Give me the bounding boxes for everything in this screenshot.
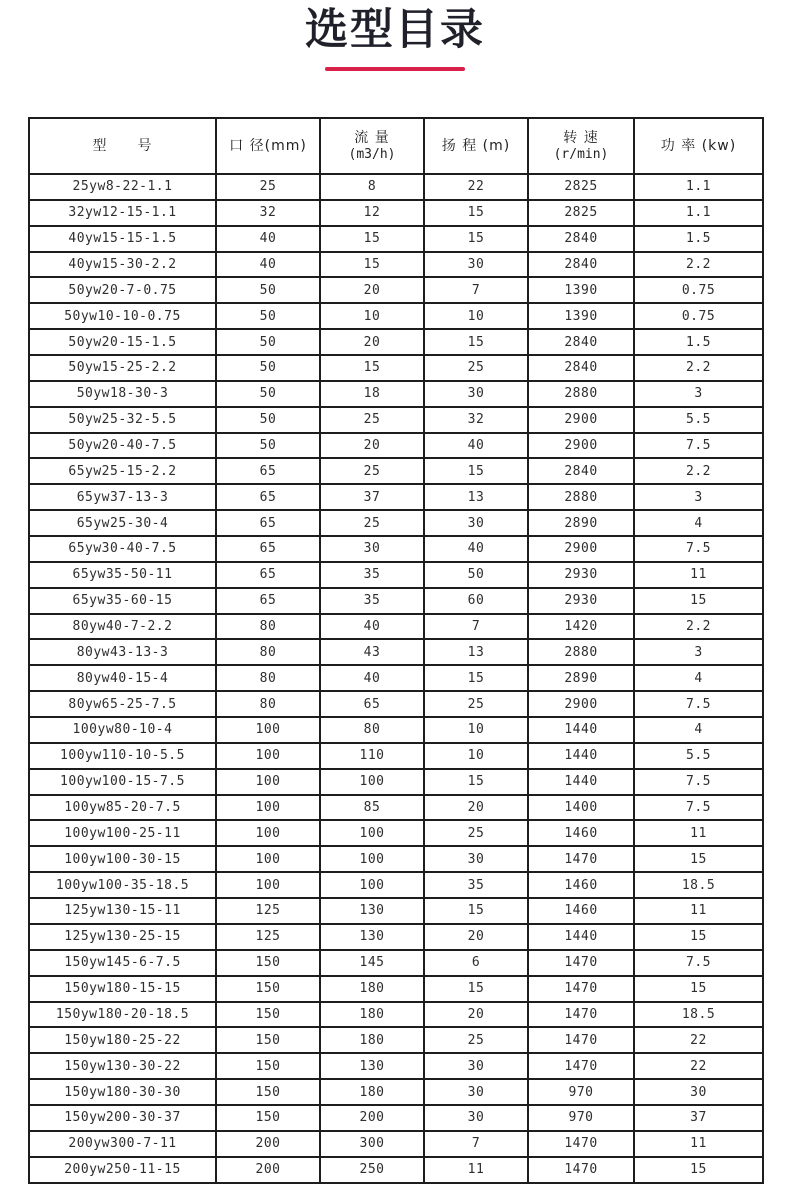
cell-flow_m3h: 25	[320, 458, 424, 484]
cell-flow_m3h: 145	[320, 950, 424, 976]
table-row	[29, 898, 763, 924]
cell-diameter_mm: 100	[216, 743, 320, 769]
cell-model: 150yw130-30-22	[29, 1053, 216, 1079]
cell-power_kw: 5.5	[634, 407, 763, 433]
cell-model: 50yw20-15-1.5	[29, 329, 216, 355]
cell-head_m: 25	[424, 820, 528, 846]
cell-power_kw: 1.1	[634, 200, 763, 226]
cell-power_kw: 7.5	[634, 691, 763, 717]
cell-speed_rpm: 1460	[528, 898, 634, 924]
cell-head_m: 15	[424, 200, 528, 226]
table-row	[29, 174, 763, 200]
cell-flow_m3h: 130	[320, 1053, 424, 1079]
cell-power_kw: 1.5	[634, 329, 763, 355]
cell-power_kw: 7.5	[634, 950, 763, 976]
table-row	[29, 1027, 763, 1053]
cell-power_kw: 0.75	[634, 303, 763, 329]
cell-speed_rpm: 2900	[528, 691, 634, 717]
cell-flow_m3h: 20	[320, 329, 424, 355]
cell-model: 150yw180-15-15	[29, 976, 216, 1002]
table-row	[29, 1131, 763, 1157]
table-row	[29, 562, 763, 588]
table-row	[29, 1079, 763, 1105]
pump-selection-table	[28, 117, 764, 1184]
cell-power_kw: 3	[634, 639, 763, 665]
cell-speed_rpm: 2930	[528, 588, 634, 614]
cell-power_kw: 22	[634, 1053, 763, 1079]
table-row	[29, 795, 763, 821]
cell-head_m: 10	[424, 303, 528, 329]
cell-power_kw: 15	[634, 924, 763, 950]
cell-head_m: 60	[424, 588, 528, 614]
cell-power_kw: 3	[634, 484, 763, 510]
cell-head_m: 15	[424, 329, 528, 355]
cell-head_m: 30	[424, 252, 528, 278]
cell-speed_rpm: 1470	[528, 1053, 634, 1079]
cell-speed_rpm: 2840	[528, 252, 634, 278]
table-header	[29, 118, 763, 174]
cell-diameter_mm: 125	[216, 898, 320, 924]
cell-power_kw: 2.2	[634, 252, 763, 278]
cell-head_m: 6	[424, 950, 528, 976]
cell-head_m: 50	[424, 562, 528, 588]
cell-diameter_mm: 150	[216, 1002, 320, 1028]
cell-flow_m3h: 110	[320, 743, 424, 769]
cell-model: 150yw180-25-22	[29, 1027, 216, 1053]
cell-flow_m3h: 10	[320, 303, 424, 329]
cell-head_m: 20	[424, 795, 528, 821]
cell-power_kw: 15	[634, 976, 763, 1002]
cell-model: 50yw25-32-5.5	[29, 407, 216, 433]
cell-power_kw: 2.2	[634, 458, 763, 484]
cell-flow_m3h: 85	[320, 795, 424, 821]
cell-diameter_mm: 50	[216, 407, 320, 433]
column-header-flow_m3h: 流 量 (m3/h)	[320, 118, 424, 174]
cell-model: 150yw180-30-30	[29, 1079, 216, 1105]
table-row	[29, 1105, 763, 1131]
cell-flow_m3h: 40	[320, 614, 424, 640]
cell-speed_rpm: 1470	[528, 1157, 634, 1183]
cell-model: 80yw43-13-3	[29, 639, 216, 665]
table-row	[29, 717, 763, 743]
cell-head_m: 20	[424, 924, 528, 950]
cell-speed_rpm: 1390	[528, 303, 634, 329]
cell-head_m: 7	[424, 614, 528, 640]
cell-diameter_mm: 80	[216, 691, 320, 717]
table-row	[29, 407, 763, 433]
cell-model: 100yw80-10-4	[29, 717, 216, 743]
cell-power_kw: 22	[634, 1027, 763, 1053]
table-row	[29, 536, 763, 562]
table-row	[29, 355, 763, 381]
cell-diameter_mm: 65	[216, 510, 320, 536]
cell-speed_rpm: 2840	[528, 355, 634, 381]
cell-flow_m3h: 100	[320, 820, 424, 846]
cell-flow_m3h: 18	[320, 381, 424, 407]
column-header-speed_rpm: 转 速 (r/min)	[528, 118, 634, 174]
cell-flow_m3h: 180	[320, 1027, 424, 1053]
cell-head_m: 13	[424, 484, 528, 510]
cell-diameter_mm: 100	[216, 795, 320, 821]
cell-model: 100yw100-30-15	[29, 846, 216, 872]
cell-diameter_mm: 150	[216, 950, 320, 976]
cell-head_m: 30	[424, 510, 528, 536]
cell-diameter_mm: 80	[216, 639, 320, 665]
cell-power_kw: 7.5	[634, 536, 763, 562]
cell-head_m: 40	[424, 433, 528, 459]
cell-head_m: 15	[424, 976, 528, 1002]
cell-speed_rpm: 1460	[528, 872, 634, 898]
table-row	[29, 484, 763, 510]
cell-power_kw: 11	[634, 1131, 763, 1157]
table-row	[29, 976, 763, 1002]
cell-speed_rpm: 1440	[528, 769, 634, 795]
cell-speed_rpm: 2930	[528, 562, 634, 588]
cell-diameter_mm: 32	[216, 200, 320, 226]
cell-power_kw: 7.5	[634, 795, 763, 821]
cell-model: 65yw25-15-2.2	[29, 458, 216, 484]
cell-diameter_mm: 65	[216, 458, 320, 484]
cell-model: 40yw15-30-2.2	[29, 252, 216, 278]
table-row	[29, 381, 763, 407]
cell-speed_rpm: 2880	[528, 381, 634, 407]
cell-model: 80yw40-7-2.2	[29, 614, 216, 640]
cell-power_kw: 7.5	[634, 769, 763, 795]
header-row	[29, 118, 763, 174]
cell-speed_rpm: 2880	[528, 639, 634, 665]
cell-diameter_mm: 40	[216, 252, 320, 278]
cell-flow_m3h: 35	[320, 562, 424, 588]
column-header-power_kw: 功 率 (kw)	[634, 118, 763, 174]
cell-model: 40yw15-15-1.5	[29, 226, 216, 252]
cell-flow_m3h: 37	[320, 484, 424, 510]
cell-diameter_mm: 150	[216, 1027, 320, 1053]
table-row	[29, 743, 763, 769]
table-row	[29, 924, 763, 950]
cell-speed_rpm: 2890	[528, 665, 634, 691]
table-row	[29, 872, 763, 898]
cell-head_m: 25	[424, 355, 528, 381]
cell-power_kw: 1.1	[634, 174, 763, 200]
cell-flow_m3h: 200	[320, 1105, 424, 1131]
cell-diameter_mm: 150	[216, 1105, 320, 1131]
cell-diameter_mm: 200	[216, 1157, 320, 1183]
cell-head_m: 15	[424, 898, 528, 924]
table-row	[29, 1157, 763, 1183]
cell-power_kw: 18.5	[634, 872, 763, 898]
cell-head_m: 30	[424, 1079, 528, 1105]
cell-flow_m3h: 15	[320, 226, 424, 252]
cell-head_m: 13	[424, 639, 528, 665]
cell-speed_rpm: 1470	[528, 1002, 634, 1028]
cell-head_m: 7	[424, 277, 528, 303]
cell-flow_m3h: 65	[320, 691, 424, 717]
cell-power_kw: 2.2	[634, 614, 763, 640]
cell-flow_m3h: 100	[320, 769, 424, 795]
cell-speed_rpm: 2900	[528, 433, 634, 459]
cell-head_m: 15	[424, 226, 528, 252]
cell-flow_m3h: 100	[320, 846, 424, 872]
cell-speed_rpm: 1440	[528, 717, 634, 743]
cell-diameter_mm: 100	[216, 846, 320, 872]
cell-flow_m3h: 130	[320, 898, 424, 924]
cell-flow_m3h: 300	[320, 1131, 424, 1157]
cell-speed_rpm: 1470	[528, 976, 634, 1002]
cell-model: 150yw180-20-18.5	[29, 1002, 216, 1028]
cell-diameter_mm: 50	[216, 433, 320, 459]
cell-flow_m3h: 30	[320, 536, 424, 562]
table-row	[29, 226, 763, 252]
cell-model: 125yw130-15-11	[29, 898, 216, 924]
cell-flow_m3h: 180	[320, 1002, 424, 1028]
cell-speed_rpm: 1470	[528, 950, 634, 976]
cell-diameter_mm: 100	[216, 717, 320, 743]
cell-flow_m3h: 250	[320, 1157, 424, 1183]
cell-model: 150yw200-30-37	[29, 1105, 216, 1131]
cell-head_m: 35	[424, 872, 528, 898]
cell-power_kw: 30	[634, 1079, 763, 1105]
cell-head_m: 40	[424, 536, 528, 562]
cell-power_kw: 18.5	[634, 1002, 763, 1028]
table-row	[29, 950, 763, 976]
cell-head_m: 30	[424, 846, 528, 872]
cell-model: 65yw25-30-4	[29, 510, 216, 536]
cell-flow_m3h: 8	[320, 174, 424, 200]
table-row	[29, 458, 763, 484]
cell-diameter_mm: 100	[216, 872, 320, 898]
cell-speed_rpm: 2890	[528, 510, 634, 536]
cell-speed_rpm: 2840	[528, 458, 634, 484]
cell-head_m: 15	[424, 665, 528, 691]
cell-model: 65yw35-50-11	[29, 562, 216, 588]
cell-diameter_mm: 100	[216, 769, 320, 795]
column-header-diameter_mm: 口 径(mm)	[216, 118, 320, 174]
cell-power_kw: 5.5	[634, 743, 763, 769]
cell-speed_rpm: 2840	[528, 329, 634, 355]
cell-diameter_mm: 65	[216, 536, 320, 562]
table-row	[29, 665, 763, 691]
cell-head_m: 30	[424, 1105, 528, 1131]
cell-head_m: 11	[424, 1157, 528, 1183]
table-row	[29, 820, 763, 846]
cell-flow_m3h: 43	[320, 639, 424, 665]
table-row	[29, 200, 763, 226]
cell-power_kw: 7.5	[634, 433, 763, 459]
cell-diameter_mm: 50	[216, 303, 320, 329]
cell-model: 100yw100-25-11	[29, 820, 216, 846]
cell-speed_rpm: 970	[528, 1079, 634, 1105]
cell-diameter_mm: 65	[216, 588, 320, 614]
cell-diameter_mm: 150	[216, 976, 320, 1002]
cell-flow_m3h: 40	[320, 665, 424, 691]
cell-model: 100yw85-20-7.5	[29, 795, 216, 821]
cell-speed_rpm: 2825	[528, 174, 634, 200]
cell-model: 80yw65-25-7.5	[29, 691, 216, 717]
cell-speed_rpm: 1390	[528, 277, 634, 303]
cell-speed_rpm: 1440	[528, 743, 634, 769]
cell-model: 65yw35-60-15	[29, 588, 216, 614]
cell-power_kw: 15	[634, 1157, 763, 1183]
cell-model: 65yw37-13-3	[29, 484, 216, 510]
cell-model: 125yw130-25-15	[29, 924, 216, 950]
cell-diameter_mm: 50	[216, 329, 320, 355]
table-row	[29, 846, 763, 872]
cell-model: 80yw40-15-4	[29, 665, 216, 691]
cell-diameter_mm: 200	[216, 1131, 320, 1157]
cell-diameter_mm: 50	[216, 381, 320, 407]
cell-diameter_mm: 40	[216, 226, 320, 252]
table-row	[29, 277, 763, 303]
cell-diameter_mm: 50	[216, 355, 320, 381]
page-title: 选型目录	[305, 5, 485, 55]
cell-model: 32yw12-15-1.1	[29, 200, 216, 226]
cell-power_kw: 1.5	[634, 226, 763, 252]
cell-model: 100yw110-10-5.5	[29, 743, 216, 769]
cell-head_m: 15	[424, 458, 528, 484]
cell-diameter_mm: 100	[216, 820, 320, 846]
cell-power_kw: 4	[634, 665, 763, 691]
cell-flow_m3h: 15	[320, 355, 424, 381]
table-row	[29, 691, 763, 717]
table-row	[29, 639, 763, 665]
cell-speed_rpm: 970	[528, 1105, 634, 1131]
cell-diameter_mm: 80	[216, 614, 320, 640]
cell-speed_rpm: 1420	[528, 614, 634, 640]
column-header-model: 型 号	[29, 118, 216, 174]
cell-diameter_mm: 125	[216, 924, 320, 950]
cell-flow_m3h: 80	[320, 717, 424, 743]
cell-speed_rpm: 1440	[528, 924, 634, 950]
cell-head_m: 15	[424, 769, 528, 795]
cell-speed_rpm: 1470	[528, 1027, 634, 1053]
cell-power_kw: 3	[634, 381, 763, 407]
cell-flow_m3h: 15	[320, 252, 424, 278]
cell-model: 150yw145-6-7.5	[29, 950, 216, 976]
table-row	[29, 614, 763, 640]
cell-power_kw: 4	[634, 510, 763, 536]
cell-model: 200yw250-11-15	[29, 1157, 216, 1183]
cell-head_m: 10	[424, 743, 528, 769]
cell-speed_rpm: 2880	[528, 484, 634, 510]
cell-power_kw: 15	[634, 846, 763, 872]
cell-speed_rpm: 2840	[528, 226, 634, 252]
cell-flow_m3h: 130	[320, 924, 424, 950]
cell-power_kw: 0.75	[634, 277, 763, 303]
table-body	[29, 174, 763, 1183]
cell-flow_m3h: 180	[320, 976, 424, 1002]
cell-power_kw: 11	[634, 562, 763, 588]
cell-flow_m3h: 20	[320, 433, 424, 459]
cell-power_kw: 11	[634, 820, 763, 846]
table-row	[29, 303, 763, 329]
table-row	[29, 1053, 763, 1079]
cell-flow_m3h: 35	[320, 588, 424, 614]
cell-model: 25yw8-22-1.1	[29, 174, 216, 200]
cell-diameter_mm: 150	[216, 1079, 320, 1105]
table-row	[29, 510, 763, 536]
cell-flow_m3h: 100	[320, 872, 424, 898]
cell-model: 50yw20-7-0.75	[29, 277, 216, 303]
cell-head_m: 10	[424, 717, 528, 743]
table-row	[29, 769, 763, 795]
cell-model: 65yw30-40-7.5	[29, 536, 216, 562]
title-underline-accent	[325, 67, 465, 71]
table-row	[29, 588, 763, 614]
cell-diameter_mm: 150	[216, 1053, 320, 1079]
column-header-head_m: 扬 程 (m)	[424, 118, 528, 174]
cell-head_m: 7	[424, 1131, 528, 1157]
cell-speed_rpm: 2900	[528, 536, 634, 562]
cell-speed_rpm: 2900	[528, 407, 634, 433]
cell-speed_rpm: 1400	[528, 795, 634, 821]
cell-model: 50yw20-40-7.5	[29, 433, 216, 459]
cell-flow_m3h: 20	[320, 277, 424, 303]
cell-flow_m3h: 12	[320, 200, 424, 226]
cell-power_kw: 4	[634, 717, 763, 743]
cell-flow_m3h: 180	[320, 1079, 424, 1105]
cell-diameter_mm: 25	[216, 174, 320, 200]
cell-head_m: 25	[424, 1027, 528, 1053]
cell-model: 100yw100-35-18.5	[29, 872, 216, 898]
cell-diameter_mm: 50	[216, 277, 320, 303]
cell-model: 200yw300-7-11	[29, 1131, 216, 1157]
cell-speed_rpm: 1470	[528, 1131, 634, 1157]
cell-head_m: 22	[424, 174, 528, 200]
cell-flow_m3h: 25	[320, 407, 424, 433]
cell-power_kw: 2.2	[634, 355, 763, 381]
cell-head_m: 30	[424, 381, 528, 407]
table-row	[29, 252, 763, 278]
cell-head_m: 25	[424, 691, 528, 717]
table-row	[29, 329, 763, 355]
cell-head_m: 32	[424, 407, 528, 433]
cell-diameter_mm: 65	[216, 562, 320, 588]
cell-model: 100yw100-15-7.5	[29, 769, 216, 795]
cell-head_m: 20	[424, 1002, 528, 1028]
cell-speed_rpm: 1460	[528, 820, 634, 846]
cell-power_kw: 11	[634, 898, 763, 924]
cell-diameter_mm: 80	[216, 665, 320, 691]
table-row	[29, 1002, 763, 1028]
cell-flow_m3h: 25	[320, 510, 424, 536]
cell-head_m: 30	[424, 1053, 528, 1079]
cell-power_kw: 15	[634, 588, 763, 614]
cell-speed_rpm: 1470	[528, 846, 634, 872]
cell-model: 50yw10-10-0.75	[29, 303, 216, 329]
cell-model: 50yw15-25-2.2	[29, 355, 216, 381]
cell-model: 50yw18-30-3	[29, 381, 216, 407]
cell-diameter_mm: 65	[216, 484, 320, 510]
table-row	[29, 433, 763, 459]
cell-power_kw: 37	[634, 1105, 763, 1131]
cell-speed_rpm: 2825	[528, 200, 634, 226]
